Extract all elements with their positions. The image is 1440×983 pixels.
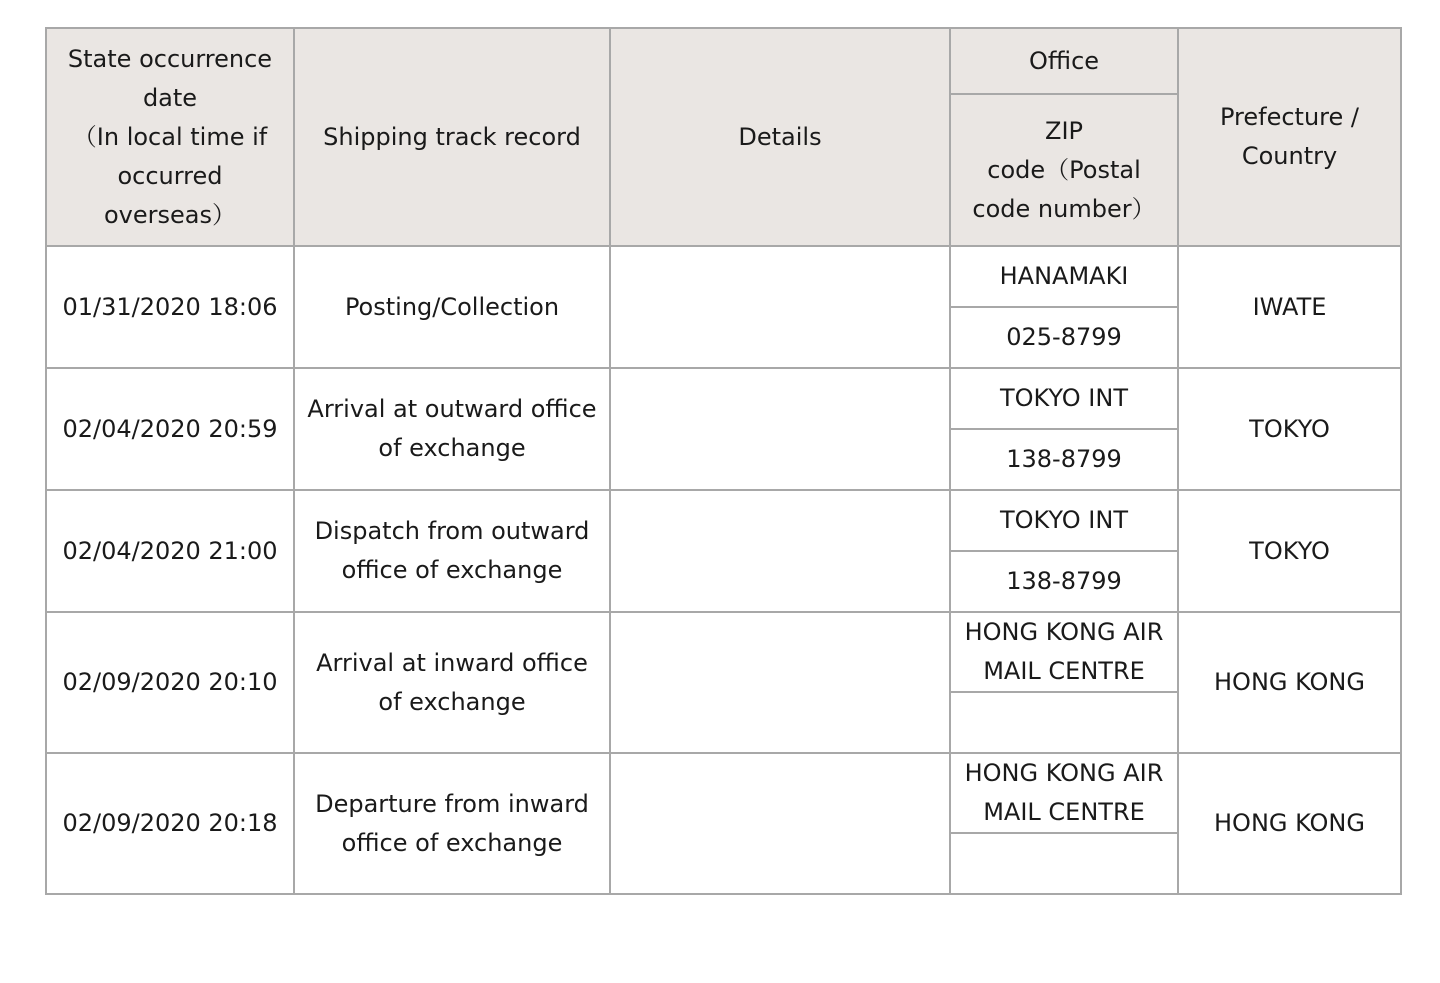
cell-office: HONG KONG AIR MAIL CENTRE <box>950 753 1178 833</box>
cell-shipping-track-record: Dispatch from outward office of exchange <box>294 490 610 612</box>
header-shipping-track-record: Shipping track record <box>294 28 610 246</box>
cell-date: 02/04/2020 20:59 <box>46 368 294 490</box>
shipping-track-table <box>45 27 1402 895</box>
header-details: Details <box>610 28 950 246</box>
cell-shipping-track-record: Arrival at inward office of exchange <box>294 612 610 753</box>
cell-date: 01/31/2020 18:06 <box>46 246 294 368</box>
cell-prefecture-country: HONG KONG <box>1178 753 1401 894</box>
table-row <box>46 753 1401 833</box>
cell-zip-code: 025-8799 <box>950 307 1178 368</box>
cell-zip-code: 138-8799 <box>950 551 1178 612</box>
cell-office: TOKYO INT <box>950 368 1178 429</box>
table-row <box>46 368 1401 429</box>
cell-details <box>610 368 950 490</box>
cell-details <box>610 753 950 894</box>
table-row <box>46 490 1401 551</box>
header-zip-code: ZIP code（Postal code number） <box>950 94 1178 246</box>
cell-shipping-track-record: Departure from inward office of exchange <box>294 753 610 894</box>
cell-office: HONG KONG AIR MAIL CENTRE <box>950 612 1178 692</box>
table-row <box>46 246 1401 307</box>
cell-zip-code: 138-8799 <box>950 429 1178 490</box>
cell-date: 02/09/2020 20:18 <box>46 753 294 894</box>
cell-zip-code <box>950 692 1178 753</box>
table-body <box>46 246 1401 894</box>
cell-zip-code <box>950 833 1178 894</box>
header-prefecture-country: Prefecture / Country <box>1178 28 1401 246</box>
cell-shipping-track-record: Arrival at outward office of exchange <box>294 368 610 490</box>
cell-prefecture-country: TOKYO <box>1178 490 1401 612</box>
cell-date: 02/09/2020 20:10 <box>46 612 294 753</box>
cell-date: 02/04/2020 21:00 <box>46 490 294 612</box>
header-office: Office <box>950 28 1178 94</box>
cell-office: TOKYO INT <box>950 490 1178 551</box>
cell-prefecture-country: HONG KONG <box>1178 612 1401 753</box>
cell-shipping-track-record: Posting/Collection <box>294 246 610 368</box>
cell-office: HANAMAKI <box>950 246 1178 307</box>
cell-prefecture-country: TOKYO <box>1178 368 1401 490</box>
table-header <box>46 28 1401 246</box>
header-date: State occurrence date （In local time if occurred overseas） <box>46 28 294 246</box>
cell-details <box>610 612 950 753</box>
table-row <box>46 612 1401 692</box>
cell-details <box>610 246 950 368</box>
cell-prefecture-country: IWATE <box>1178 246 1401 368</box>
cell-details <box>610 490 950 612</box>
